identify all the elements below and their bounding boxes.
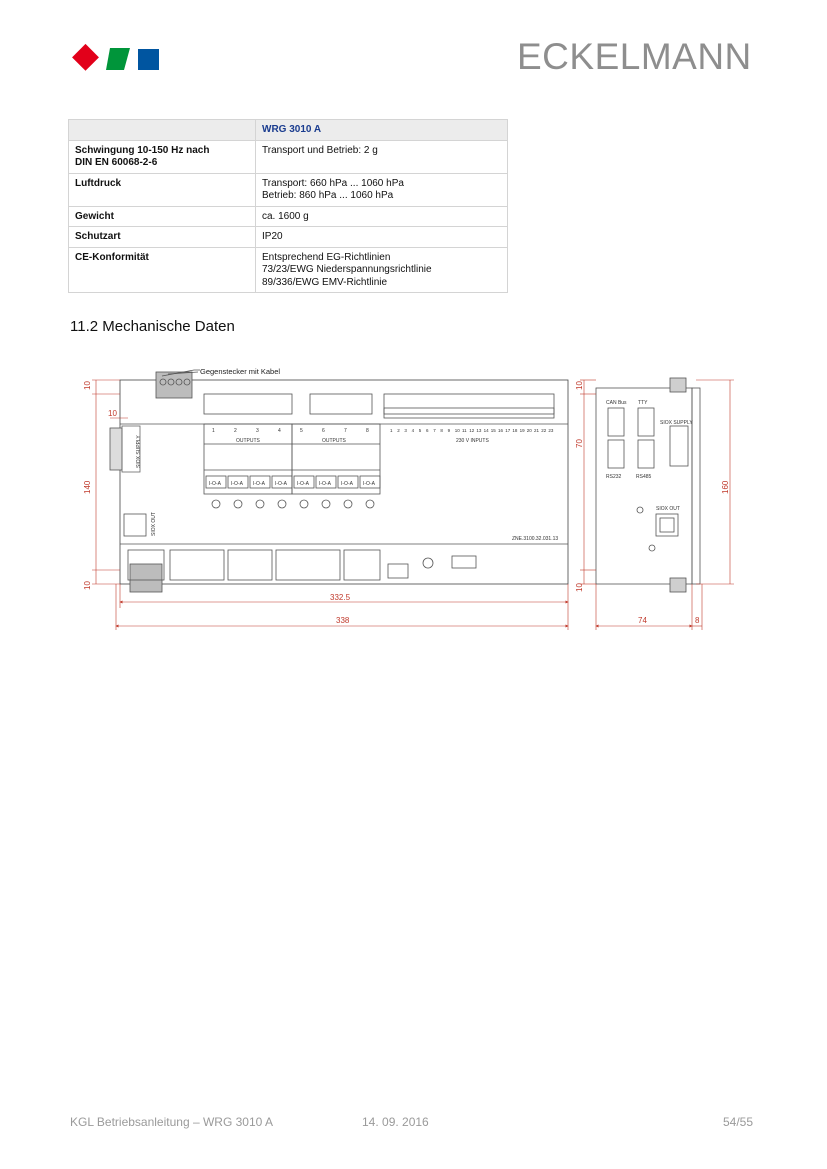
table-header-row — [69, 120, 508, 141]
row-label — [69, 173, 256, 206]
output-number: 1 — [212, 428, 215, 434]
logo-icon — [72, 42, 164, 72]
dim-top-margin: 10 — [83, 381, 92, 390]
input-number: 22 — [541, 428, 547, 433]
terminal-block — [310, 394, 372, 414]
row-label — [69, 140, 256, 173]
terminal-block — [384, 408, 554, 418]
input-number: 9 — [447, 428, 451, 433]
input-number: 18 — [512, 428, 518, 433]
rs485-label: RS485 — [636, 474, 652, 480]
siox-out-port — [124, 514, 146, 536]
side-siox-supply-connector — [670, 426, 688, 466]
model-name: WRG 3010 A — [262, 124, 322, 135]
table-row — [69, 140, 508, 173]
input-number: 23 — [548, 428, 554, 433]
terminal-block — [204, 394, 292, 414]
row-value — [256, 173, 508, 206]
terminal-block — [384, 394, 554, 414]
row-label-line: Gewicht — [75, 210, 114, 222]
rs232-connector — [608, 440, 624, 468]
siox-supply-label: SIOX SUPPLY — [136, 435, 142, 468]
relay-label: I-O-A — [297, 481, 309, 487]
footer-date: 14. 09. 2016 — [362, 1115, 429, 1129]
output-number: 6 — [322, 428, 325, 434]
input-number: 20 — [526, 428, 532, 433]
dim-side-top: 10 — [575, 381, 584, 390]
footer-page-number: 54/55 — [723, 1115, 754, 1129]
tty-connector — [638, 408, 654, 436]
row-label — [69, 227, 256, 248]
row-label-line: CE-Konformität — [75, 251, 149, 263]
row-value — [256, 140, 508, 173]
row-value-line: IP20 — [262, 231, 283, 242]
terminal-block — [170, 550, 224, 580]
table-header-model — [256, 120, 508, 141]
table-header-empty — [69, 120, 256, 141]
dim-side-160: 160 — [721, 480, 730, 494]
row-value-line: Transport: 660 hPa ... 1060 hPa — [262, 177, 404, 189]
table-row — [69, 206, 508, 227]
input-number: 4 — [411, 428, 415, 433]
dim-side-70: 70 — [575, 439, 584, 448]
relay-label: I-O-A — [319, 481, 331, 487]
row-value — [256, 247, 508, 293]
dim-width-inner: 332.5 — [330, 593, 351, 602]
row-value-line: ca. 1600 g — [262, 210, 309, 222]
input-number: 21 — [534, 428, 540, 433]
table-row — [69, 173, 508, 206]
dim-inner-left: 10 — [108, 409, 117, 418]
row-value-line: Betrieb: 860 hPa ... 1060 hPa — [262, 190, 394, 201]
row-label-line: Schutzart — [75, 231, 121, 242]
rs232-label: RS232 — [606, 474, 622, 480]
outputs-label-a: OUTPUTS — [236, 438, 260, 444]
input-number: 17 — [505, 428, 511, 433]
side-siox-out-label: SIOX OUT — [656, 506, 680, 512]
row-value — [256, 227, 508, 248]
rs485-connector — [638, 440, 654, 468]
siox-supply-connector — [110, 428, 122, 470]
output-number: 3 — [256, 428, 259, 434]
terminal-block — [276, 550, 340, 580]
relay-label: I-O-A — [341, 481, 353, 487]
output-number: 5 — [300, 428, 303, 434]
siox-out-label: SIOX OUT — [151, 512, 157, 536]
row-value-line: Transport und Betrieb: 2 g — [262, 144, 378, 156]
input-number: 19 — [519, 428, 525, 433]
input-number: 1 — [390, 428, 393, 433]
dim-side-8: 8 — [695, 616, 700, 625]
input-number: 14 — [483, 428, 489, 433]
input-number: 12 — [469, 428, 475, 433]
logo-red-square — [72, 44, 99, 71]
table-row — [69, 227, 508, 248]
mechanical-drawing — [66, 358, 766, 634]
part-number: ZNE.3100.32.031.13 — [512, 536, 559, 542]
spec-table — [68, 119, 508, 293]
can-bus-connector — [608, 408, 624, 436]
row-label — [69, 247, 256, 293]
input-number: 10 — [454, 428, 460, 433]
side-view — [596, 378, 700, 592]
relay-label: I-O-A — [363, 481, 375, 487]
relay-label: I-O-A — [231, 481, 243, 487]
inputs-label: 230 V INPUTS — [456, 438, 489, 444]
footer-doc-title: KGL Betriebsanleitung – WRG 3010 A — [70, 1115, 274, 1129]
side-housing — [596, 388, 692, 584]
input-number: 2 — [397, 428, 400, 433]
terminal-block — [344, 550, 380, 580]
input-number: 3 — [404, 428, 407, 433]
output-number: 2 — [234, 428, 237, 434]
relay-label: I-O-A — [275, 481, 287, 487]
can-bus-label: CAN Bus — [606, 400, 627, 406]
dim-height-left: 140 — [83, 480, 92, 494]
front-view — [110, 372, 568, 592]
dim-width-total: 338 — [336, 616, 350, 625]
relay-label: I-O-A — [253, 481, 265, 487]
input-number: 6 — [426, 428, 429, 433]
logo-blue-square — [138, 49, 159, 70]
dim-side-bottom: 10 — [575, 583, 584, 592]
input-number: 5 — [418, 428, 422, 433]
tty-label: TTY — [638, 400, 648, 406]
callout-label: Gegenstecker mit Kabel — [200, 367, 281, 376]
input-number: 8 — [440, 428, 443, 433]
input-number: 15 — [490, 428, 496, 433]
terminal-block — [388, 564, 408, 578]
input-number: 11 — [462, 428, 467, 433]
table-row — [69, 247, 508, 293]
output-number: 8 — [366, 428, 369, 434]
row-value-line: 73/23/EWG Niederspannungsrichtlinie — [262, 264, 432, 275]
dip-switch — [452, 556, 476, 568]
row-value-line: 89/336/EWG EMV-Richtlinie — [262, 276, 388, 288]
output-number: 4 — [278, 428, 281, 434]
row-value-line: Entsprechend EG-Richtlinien — [262, 251, 391, 263]
row-label-line: Luftdruck — [75, 177, 122, 189]
dim-bottom-margin: 10 — [83, 581, 92, 590]
row-label-line: DIN EN 60068-2-6 — [75, 157, 158, 168]
input-number: 16 — [498, 428, 504, 433]
brand-wordmark: ECKELMANN — [517, 36, 752, 77]
row-value — [256, 206, 508, 227]
logo-green-shape — [106, 48, 130, 70]
outputs-label-b: OUTPUTS — [322, 438, 346, 444]
input-number: 13 — [476, 428, 482, 433]
side-siox-out-port — [656, 514, 678, 536]
side-siox-supply-label: SIOX SUPPLY — [660, 420, 693, 426]
row-label-line: Schwingung 10-150 Hz nach — [75, 144, 210, 156]
terminal-block — [228, 550, 272, 580]
row-label — [69, 206, 256, 227]
section-title: 11.2 Mechanische Daten — [70, 318, 235, 335]
input-number: 7 — [433, 428, 436, 433]
dim-side-depth: 74 — [638, 616, 647, 625]
bottom-plug — [130, 564, 162, 592]
relay-label: I-O-A — [209, 481, 221, 487]
output-number: 7 — [344, 428, 347, 434]
